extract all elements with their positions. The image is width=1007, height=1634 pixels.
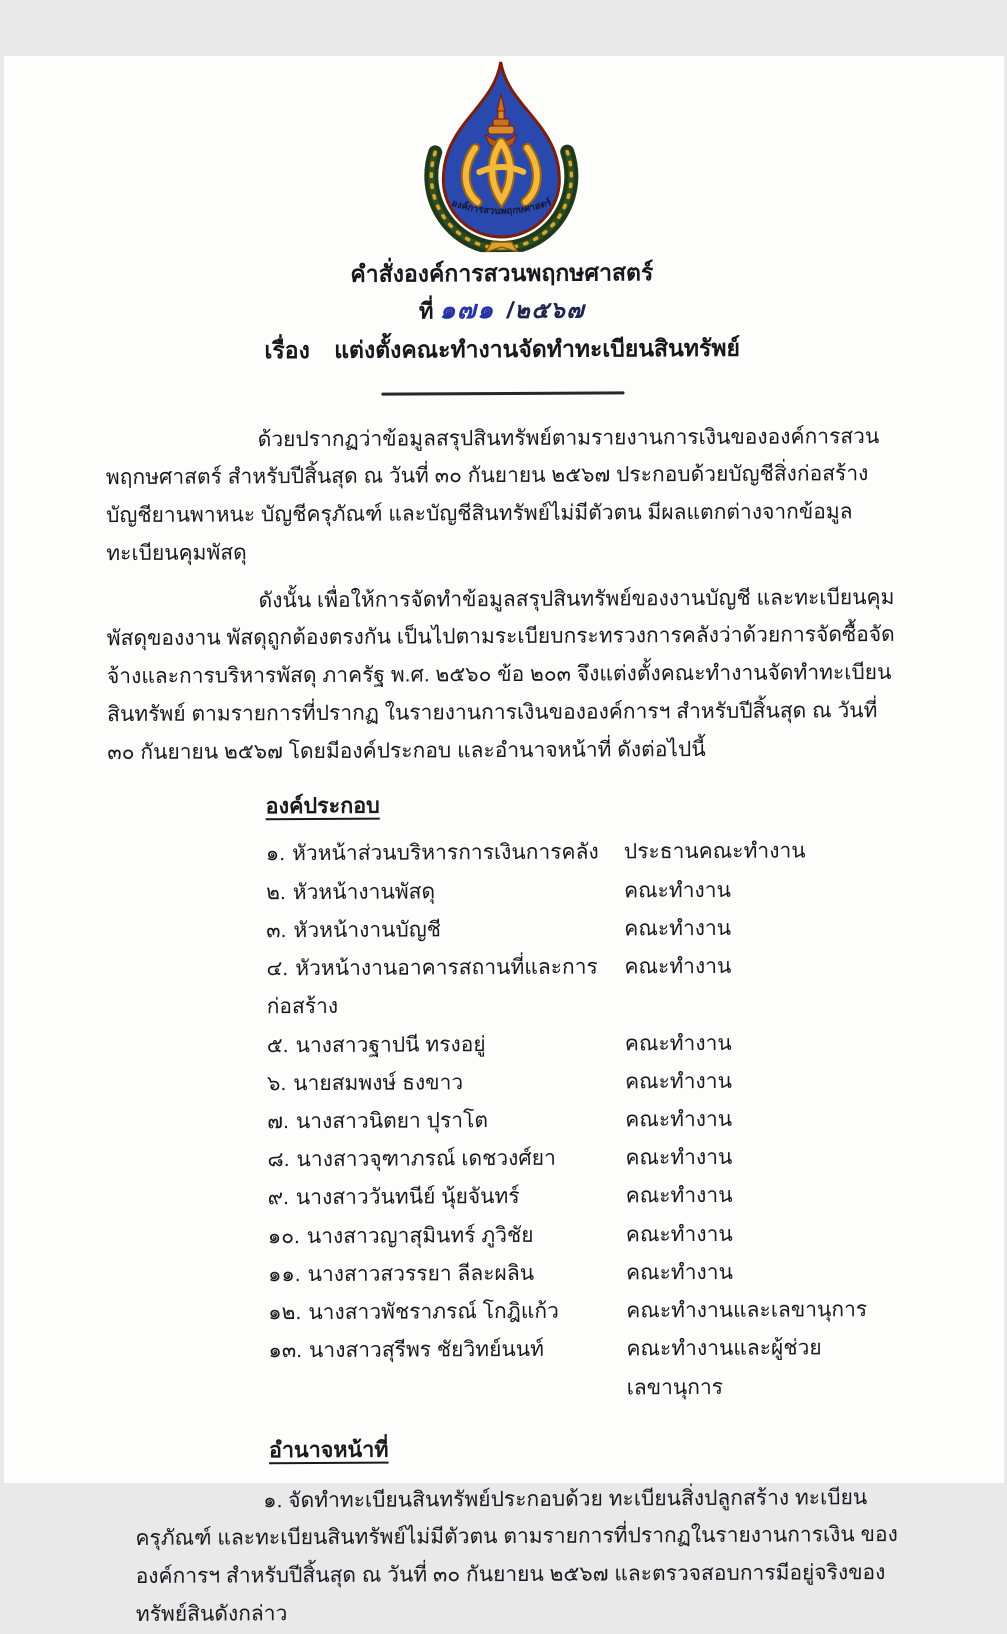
member-row bbox=[267, 1176, 902, 1218]
member-name: หัวหน้าส่วนบริหารการเงินการคลัง bbox=[291, 840, 599, 866]
member-name: หัวหน้างานพัสดุ bbox=[292, 880, 435, 904]
member-role: ประธานคณะทำงาน bbox=[623, 839, 806, 864]
member-name: นางสาวนิตยา ปุราโต bbox=[295, 1109, 488, 1134]
member-number: ๔. bbox=[265, 957, 288, 981]
member-role: คณะทำงาน bbox=[623, 878, 731, 903]
paragraph-background: ด้วยปรากฏว่าข้อมูลสรุปสินทรัพย์ตามรายงานการเงินขององค์การสวนพฤกษศาสตร์ สำหรับปีสิ้นสุด ณ วันที่ ๓๐ กันยายน ๒๕๖๗ ประกอบด้วยบัญชีสิ่งก่อสร้าง บัญชียานพาหนะ บัญชีครุภัณฑ์ และบัญชีสินทรัพย์ไม่มีตัวตน มีผลแตกต่างจากข้อมูลทะเบียนคุมพัสดุ bbox=[105, 424, 879, 565]
member-role: คณะทำงานและผู้ช่วยเลขานุการ bbox=[625, 1336, 822, 1399]
member-number: ๑๓. bbox=[267, 1339, 302, 1363]
member-row bbox=[268, 1329, 903, 1409]
member-row bbox=[268, 1291, 903, 1333]
member-name-cell bbox=[265, 834, 623, 874]
member-number: ๑๐. bbox=[267, 1224, 300, 1248]
member-number: ๑๒. bbox=[267, 1301, 301, 1325]
member-role: คณะทำงาน bbox=[624, 1107, 732, 1132]
handwritten-year: /๒๕๖๗ bbox=[506, 296, 585, 323]
member-row bbox=[267, 1138, 902, 1180]
member-number: ๖. bbox=[266, 1071, 286, 1096]
number-prefix: ที่ bbox=[418, 297, 434, 323]
document-title: คำสั่งองค์การสวนพฤกษศาสตร์ bbox=[349, 259, 653, 287]
member-number: ๘. bbox=[266, 1148, 290, 1172]
member-role: คณะทำงาน bbox=[625, 1184, 733, 1208]
member-role: คณะทำงาน bbox=[624, 1146, 732, 1170]
organization-emblem bbox=[412, 56, 589, 253]
composition-heading-wrap bbox=[265, 784, 900, 826]
member-number: ๑. bbox=[265, 842, 285, 866]
member-name: หัวหน้างานอาคารสถานที่และการก่อสร้าง bbox=[266, 955, 598, 1019]
member-number: ๒. bbox=[265, 880, 286, 904]
member-number: ๓. bbox=[265, 919, 287, 943]
document-header bbox=[1, 253, 1002, 397]
member-role: คณะทำงาน bbox=[625, 1260, 733, 1285]
member-name-cell bbox=[267, 1216, 625, 1256]
member-name-cell bbox=[266, 948, 624, 1026]
handwritten-order-number: ๑๗๑ bbox=[439, 295, 495, 324]
member-name-cell bbox=[266, 910, 624, 950]
subject-line bbox=[2, 329, 1002, 369]
member-name-cell bbox=[265, 872, 623, 912]
member-name: นางสาววันทนีย์ นุ้ยจันทร์ bbox=[295, 1185, 520, 1210]
member-name: นางสาวสุรีพร ชัยวิทย์นนท์ bbox=[308, 1338, 544, 1363]
member-row bbox=[267, 1215, 902, 1257]
document-page bbox=[4, 56, 1004, 1626]
member-name: นางสาวญาสุมินทร์ ภูวิชัย bbox=[306, 1223, 534, 1248]
member-name-cell bbox=[267, 1101, 625, 1141]
member-row bbox=[265, 832, 900, 874]
member-name: นางสาวสวรรยา ลีละผลิน bbox=[307, 1261, 534, 1286]
member-name-cell bbox=[266, 1025, 624, 1065]
member-number: ๕. bbox=[266, 1033, 289, 1057]
subject-text: แต่งตั้งคณะทำงานจัดทำทะเบียนสินทรัพย์ bbox=[333, 334, 740, 363]
member-number: ๑๑. bbox=[267, 1262, 301, 1287]
member-number: ๙. bbox=[267, 1186, 289, 1210]
member-name-cell bbox=[267, 1254, 625, 1294]
member-role: คณะทำงาน bbox=[623, 916, 731, 941]
member-name-cell bbox=[267, 1178, 625, 1218]
member-row bbox=[266, 947, 901, 1027]
member-row bbox=[267, 1253, 902, 1295]
member-number: ๗. bbox=[266, 1110, 289, 1134]
member-name: หัวหน้างานบัญชี bbox=[292, 918, 441, 943]
member-name-cell bbox=[268, 1292, 626, 1332]
member-row bbox=[266, 909, 901, 951]
member-role: คณะทำงาน bbox=[623, 954, 731, 979]
emblem-arc-text: องค์การสวนพฤกษศาสตร์ bbox=[449, 197, 553, 218]
duties-heading-wrap bbox=[268, 1428, 903, 1470]
composition-heading: องค์ประกอบ bbox=[265, 793, 380, 818]
document-number-line bbox=[1, 289, 1001, 332]
member-role: คณะทำงานและเลขานุการ bbox=[625, 1298, 867, 1323]
members-list bbox=[265, 832, 903, 1409]
member-role: คณะทำงาน bbox=[624, 1031, 732, 1055]
member-name-cell bbox=[266, 1063, 624, 1103]
member-name-cell bbox=[268, 1331, 626, 1409]
member-row bbox=[266, 1023, 901, 1065]
member-name: นางสาวจุฑาภรณ์ เดชวงศ์ยา bbox=[295, 1146, 556, 1172]
subject-label: เรื่อง bbox=[263, 337, 310, 364]
member-name: นางสาวพัชราภรณ์ โกฎิแก้ว bbox=[307, 1299, 559, 1325]
member-row bbox=[266, 1062, 901, 1104]
duty-item-1: ๑. จัดทำทะเบียนสินทรัพย์ประกอบด้วย ทะเบียนสิ่งปลูกสร้าง ทะเบียนครุภัณฑ์ และทะเบียนสินทรัพย์ไม่มีตัวตน ตามรายการที่ปรากฏในรายงานการเงิน ขององค์การฯ สำหรับปีสิ้นสุด ณ วันที่ ๓๐ กันยายน ๒๕๖๗ และตรวจสอบการมีอยู่จริงของทรัพย์สินดังกล่าว bbox=[134, 1485, 898, 1626]
member-role: คณะทำงาน bbox=[625, 1222, 733, 1247]
member-row bbox=[265, 871, 900, 913]
member-role: คณะทำงาน bbox=[624, 1069, 732, 1094]
document-body bbox=[2, 392, 1007, 1634]
member-name: นายสมพงษ์ ธงขาว bbox=[292, 1071, 463, 1095]
member-name-cell bbox=[267, 1140, 625, 1180]
duties-heading: อำนาจหน้าที่ bbox=[268, 1437, 389, 1462]
member-row bbox=[267, 1100, 902, 1142]
paragraph-appointment: ดังนั้น เพื่อให้การจัดทำข้อมูลสรุปสินทรัพย์ของงานบัญชี และทะเบียนคุมพัสดุของงาน พัสดุถูกต้องตรงกัน เป็นไปตามระเบียบกระทรวงการคลังว่าด้วยการจัดซื้อจัดจ้างและการบริหารพัสดุ ภาครัฐ พ.ศ. ๒๕๖๐ ข้อ ๒๐๓ จึงแต่งตั้งคณะทำงานจัดทำทะเบียนสินทรัพย์ ตามรายการที่ปรากฏ ในรายงานการเงินขององค์การฯ สำหรับปีสิ้นสุด ณ วันที่ ๓๐ กันยายน ๒๕๖๗ โดยมีองค์ประกอบ และอำนาจหน้าที่ ดังต่อไปนี้ bbox=[106, 585, 895, 764]
member-name: นางสาวฐาปนี ทรงอยู่ bbox=[295, 1032, 486, 1057]
